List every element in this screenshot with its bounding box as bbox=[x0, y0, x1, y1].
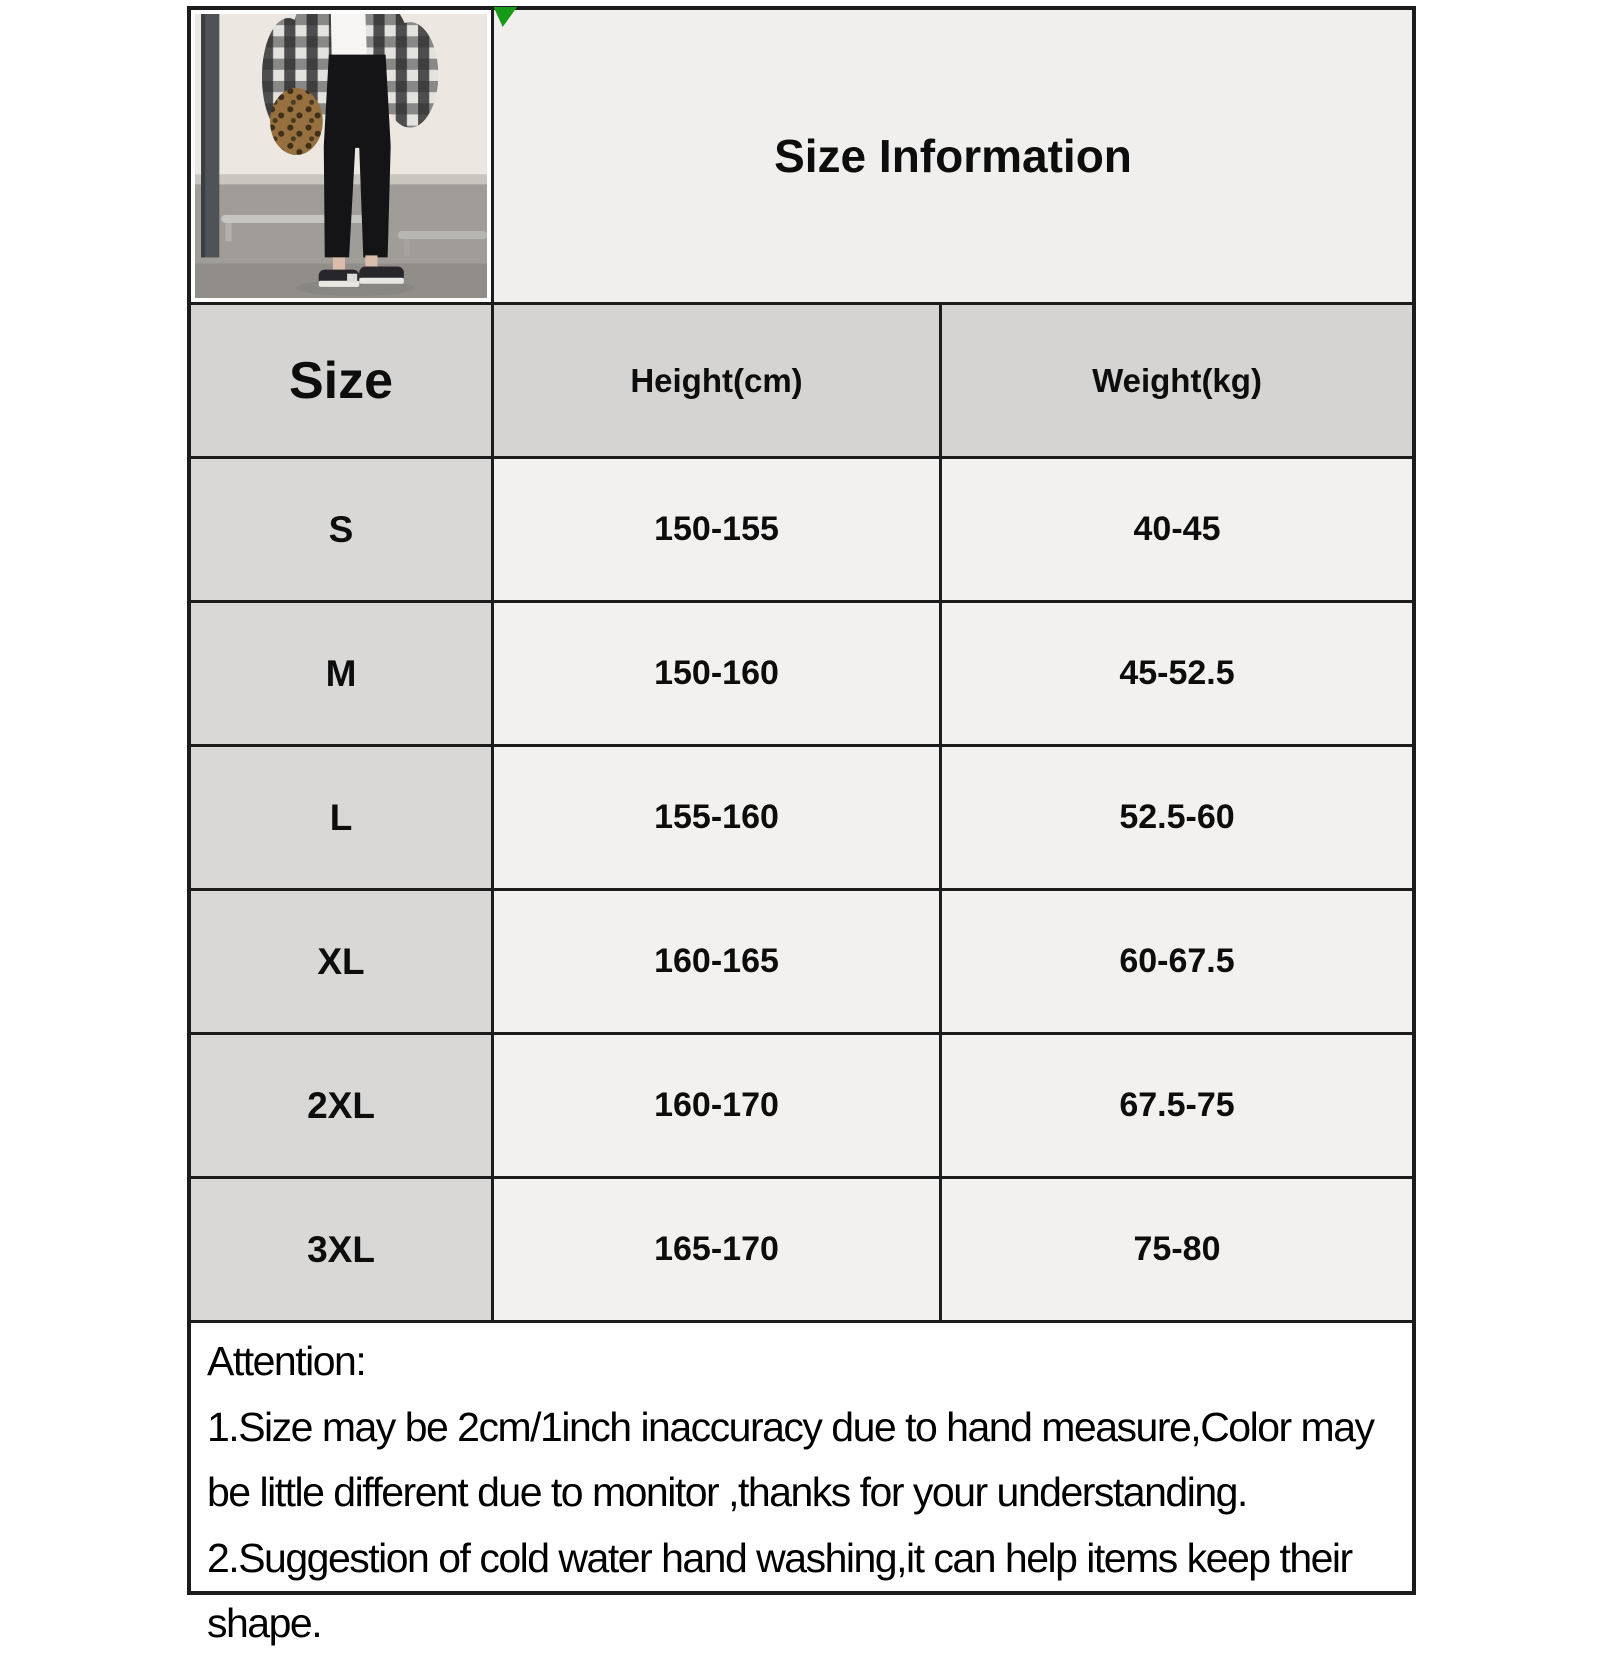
product-photo bbox=[195, 14, 487, 298]
col-header-weight: Weight(kg) bbox=[942, 305, 1412, 456]
title-cell bbox=[494, 10, 1412, 302]
attention-line-1: 1.Size may be 2cm/1inch inaccuracy due to hand measure,Color may be little different due to monitor ,thanks for your understanding. bbox=[207, 1403, 1374, 1516]
row-s-height: 150-155 bbox=[494, 459, 939, 600]
row-l-size: L bbox=[191, 747, 491, 888]
row-m-weight: 45-52.5 bbox=[942, 603, 1412, 744]
row-xl-weight: 60-67.5 bbox=[942, 891, 1412, 1032]
row-l-height: 155-160 bbox=[494, 747, 939, 888]
row-3xl-weight: 75-80 bbox=[942, 1179, 1412, 1320]
row-xl-height: 160-165 bbox=[494, 891, 939, 1032]
attention-heading: Attention: bbox=[207, 1338, 366, 1384]
row-3xl-size: 3XL bbox=[191, 1179, 491, 1320]
row-m-height: 150-160 bbox=[494, 603, 939, 744]
row-l-weight: 52.5-60 bbox=[942, 747, 1412, 888]
row-2xl-size: 2XL bbox=[191, 1035, 491, 1176]
corner-marker-icon bbox=[491, 7, 517, 27]
photo-cell bbox=[191, 10, 491, 302]
row-2xl-weight: 67.5-75 bbox=[942, 1035, 1412, 1176]
col-header-size: Size bbox=[191, 305, 491, 456]
attention-note bbox=[191, 1323, 1412, 1647]
row-3xl-height: 165-170 bbox=[494, 1179, 939, 1320]
row-m-size: M bbox=[191, 603, 491, 744]
row-2xl-height: 160-170 bbox=[494, 1035, 939, 1176]
page-title: Size Information bbox=[774, 130, 1132, 182]
row-s-size: S bbox=[191, 459, 491, 600]
row-s-weight: 40-45 bbox=[942, 459, 1412, 600]
col-header-height: Height(cm) bbox=[494, 305, 939, 456]
size-chart-table bbox=[187, 6, 1416, 1647]
attention-line-2: 2.Suggestion of cold water hand washing,it can help items keep their shape. bbox=[207, 1534, 1352, 1647]
row-xl-size: XL bbox=[191, 891, 491, 1032]
